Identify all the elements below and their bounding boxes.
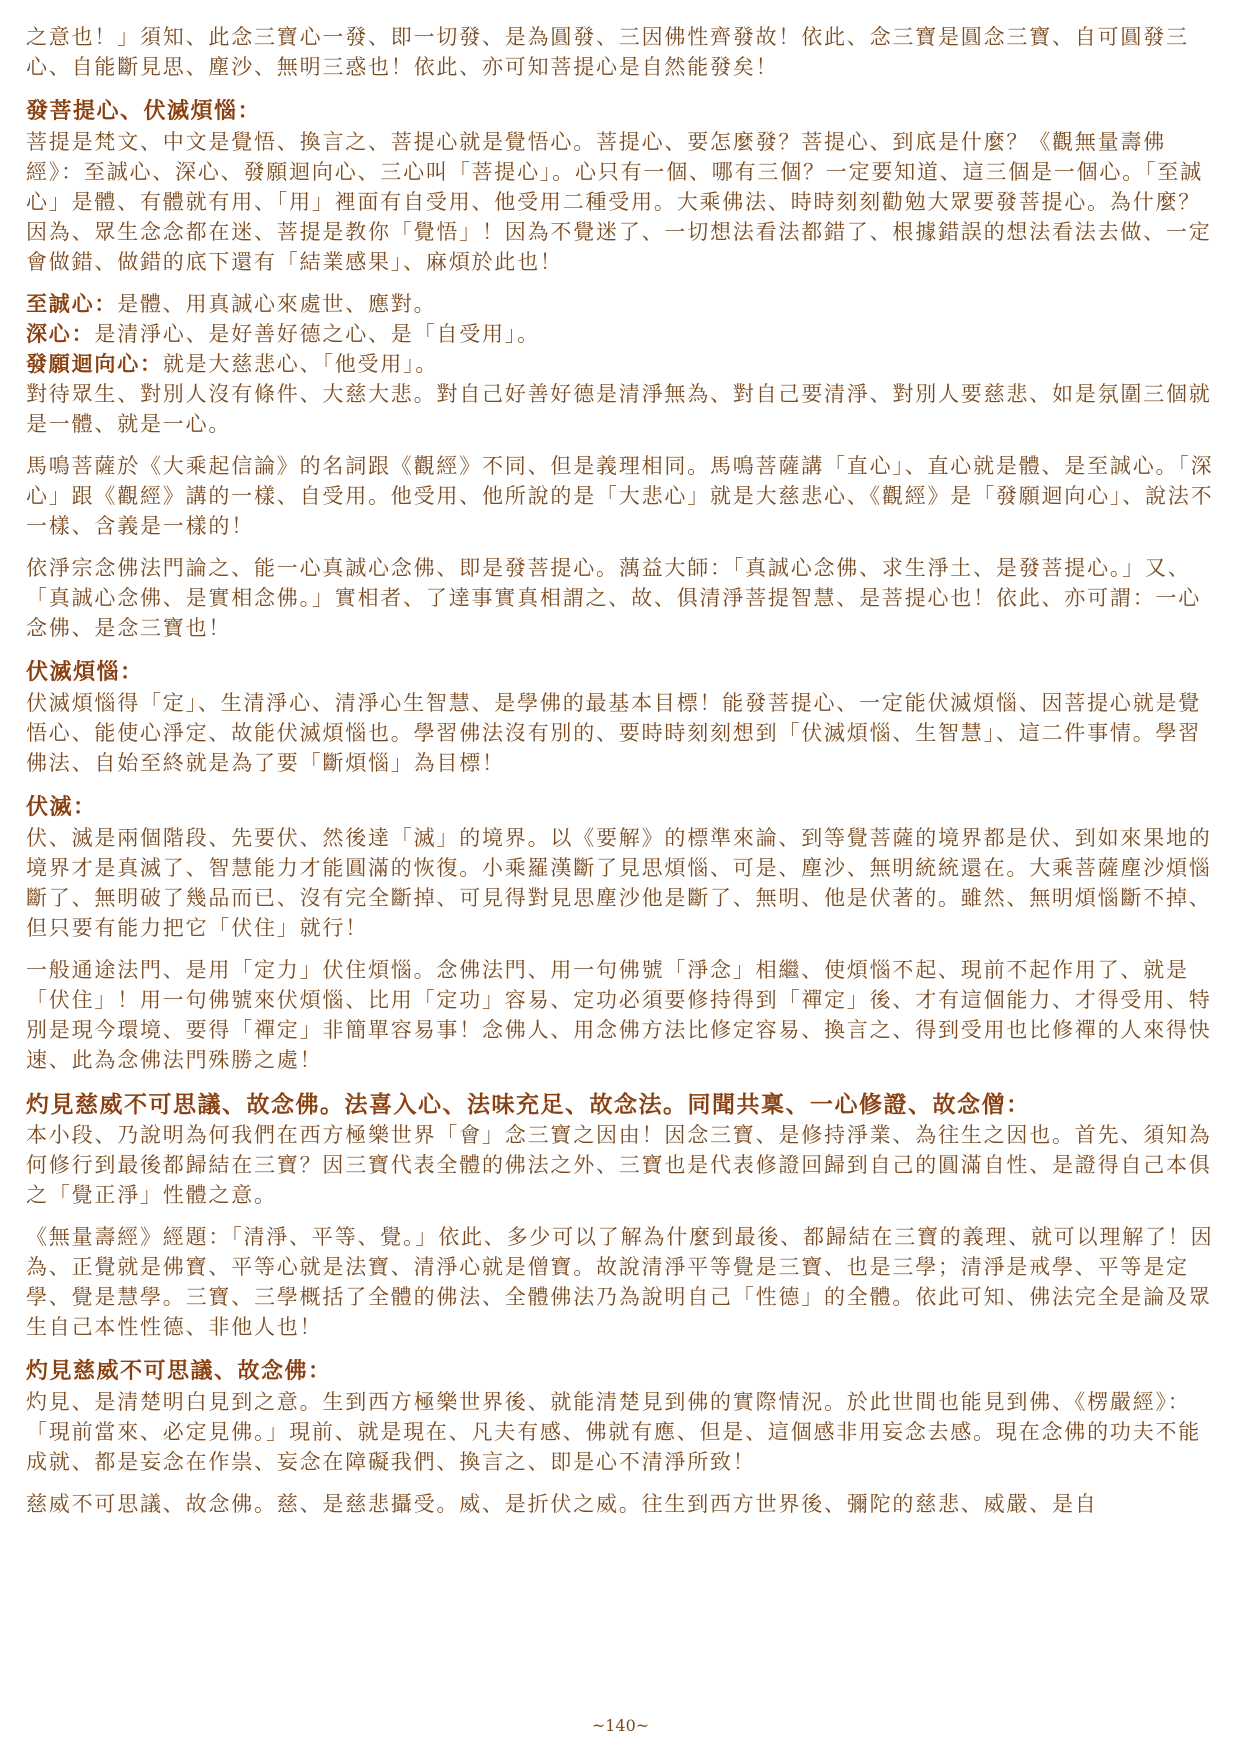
paragraph-general-methods: 一般通途法門、是用「定力」伏住煩惱。念佛法門、用一句佛號「淨念」相繼、使煩惱不起、現前不起作用了、就是「伏住」！用一句佛號來伏煩惱、比用「定功」容易、定功必須要修持得到「禪定」後、才有這個能力、才得受用、特別是現今環境、要得「禪定」非簡單容易事！念佛人、用念佛方法比修定容易、換言之、得到受用也比修禪的人來得快速、此為念佛法門殊勝之處！ — [26, 958, 1212, 1072]
heading-subdue-extinguish: 伏滅： — [26, 794, 97, 820]
term-vow-dedication-mind — [26, 349, 1216, 379]
paragraph-subdue-afflictions: 伏滅煩惱得「定」、生清淨心、清淨心生智慧、是學佛的最基本目標！能發菩提心、一定能伏滅煩惱、因菩提心就是覺悟心、能使心淨定、故能伏滅煩惱也。學習佛法沒有別的、要時時刻刻想到「伏滅煩惱、生智慧」、這二件事情。學習佛法、自始至終就是為了要「斷煩惱」為目標！ — [26, 691, 1202, 775]
heading-bodhi-mind: 發菩提心、伏滅煩惱： — [26, 98, 262, 124]
paragraph-intro: 之意也！」須知、此念三寶心一發、即一切發、是為圓發、三因佛性齊發故！依此、念三寶是圓念三寶、自可圓發三心、自能斷見思、塵沙、無明三惑也！依此、亦可知菩提心是自然能發矣！ — [26, 25, 1189, 79]
paragraph-clear-seeing: 灼見、是清楚明白見到之意。生到西方極樂世界後、就能清楚見到佛的實際情況。於此世間也能見到佛、《楞嚴經》：「現前當來、必定見佛。」現前、就是現在、凡夫有感、佛就有應、但是、這個感非用妄念去感。現在念佛的功夫不能成就、都是妄念在作祟、妄念在障礙我們、換言之、即是心不清淨所致！ — [26, 1390, 1202, 1474]
paragraph-compassion-majesty: 慈威不可思議、故念佛。慈、是慈悲攝受。威、是折伏之威。往生到西方世界後、彌陀的慈悲、威嚴、是自 — [26, 1492, 1098, 1516]
page-number: ~140~ — [591, 1716, 650, 1735]
paragraph-pure-land: 依淨宗念佛法門論之、能一心真誠心念佛、即是發菩提心。蕅益大師：「真誠心念佛、求生淨土、是發菩提心。」又、「真誠心念佛、是實相念佛。」實相者、了達事實真相謂之、故、俱清淨菩提智慧、是菩提心也！依此、亦可謂：一心念佛、是念三寶也！ — [26, 556, 1202, 640]
paragraph-three-jewels-reason: 本小段、乃說明為何我們在西方極樂世界「會」念三寶之因由！因念三寶、是修持淨業、為往生之因也。首先、須知為何修行到最後都歸結在三寶？因三寶代表全體的佛法之外、三寶也是代表修證回歸到自己的圓滿自性、是證得自己本俱之「覺正淨」性體之意。 — [26, 1123, 1212, 1207]
term-desc: 就是大慈悲心、「他受用」。 — [162, 352, 439, 376]
term-label: 至誠心： — [26, 291, 118, 316]
term-deep-mind — [26, 319, 1216, 349]
paragraph-bodhi-definition: 菩提是梵文、中文是覺悟、換言之、菩提心就是覺悟心。菩提心、要怎麼發？菩提心、到底是什麼？《觀無量壽佛經》：至誠心、深心、發願迴向心、三心叫「菩提心」。心只有一個、哪有三個？一定要知道、這三個是一個心。「至誠心」是體、有體就有用、「用」裡面有自受用、他受用二種受用。大乘佛法、時時刻刻勸勉大眾要發菩提心。為什麼？因為、眾生念念都在迷、菩提是教你「覺悟」！因為不覺迷了、一切想法看法都錯了、根據錯誤的想法看法去做、一定會做錯、做錯的底下還有「結業感果」、麻煩於此也！ — [26, 130, 1212, 274]
heading-subdue-afflictions: 伏滅煩惱： — [26, 659, 144, 685]
term-sincere-mind — [26, 289, 1216, 319]
term-desc: 是體、用真誠心來處世、應對。 — [117, 292, 437, 316]
page-content — [26, 22, 1216, 1519]
heading-three-jewels: 灼見慈威不可思議、故念佛。法喜入心、法味充足、故念法。同聞共稟、一心修證、故念僧： — [26, 1091, 1031, 1118]
paragraph-two-stages: 伏、滅是兩個階段、先要伏、然後達「滅」的境界。以《要解》的標準來論、到等覺菩薩的境界都是伏、到如來果地的境界才是真滅了、智慧能力才能圓滿的恢復。小乘羅漢斷了見思煩惱、可是、塵沙、無明統統還在。大乘菩薩塵沙煩惱斷了、無明破了幾品而已、沒有完全斷掉、可見得對見思塵沙他是斷了、無明、他是伏著的。雖然、無明煩惱斷不掉、但只要有能力把它「伏住」就行！ — [26, 826, 1212, 940]
term-label: 深心： — [26, 321, 95, 346]
paragraph-one-mind: 對待眾生、對別人沒有條件、大慈大悲。對自己好善好德是清淨無為、對自己要清淨、對別人要慈悲、如是氛圍三個就是一體、就是一心。 — [26, 382, 1212, 436]
term-label: 發願迴向心： — [26, 351, 163, 376]
paragraph-asvaghosa: 馬鳴菩薩於《大乘起信論》的名詞跟《觀經》不同、但是義理相同。馬鳴菩薩講「直心」、直心就是體、是至誠心。「深心」跟《觀經》講的一樣、自受用。他受用、他所說的是「大悲心」就是大慈悲心、《觀經》是「發願迴向心」、說法不一樣、含義是一樣的！ — [26, 454, 1214, 538]
three-minds-list — [26, 289, 1216, 379]
paragraph-infinite-life-sutra: 《無量壽經》經題：「清淨、平等、覺。」依此、多少可以了解為什麼到最後、都歸結在三寶的義理、就可以理解了！因為、正覺就是佛寶、平等心就是法寶、清淨心就是僧寶。故說清淨平等覺是三寶、也是三學；清淨是戒學、平等是定學、覺是慧學。三寶、三學概括了全體的佛法、全體佛法乃為說明自己「性德」的全體。依此可知、佛法完全是論及眾生自己本性性德、非他人也！ — [26, 1225, 1214, 1339]
term-desc: 是清淨心、是好善好德之心、是「自受用」。 — [94, 322, 540, 346]
heading-mindful-buddha: 灼見慈威不可思議、故念佛： — [26, 1358, 332, 1384]
